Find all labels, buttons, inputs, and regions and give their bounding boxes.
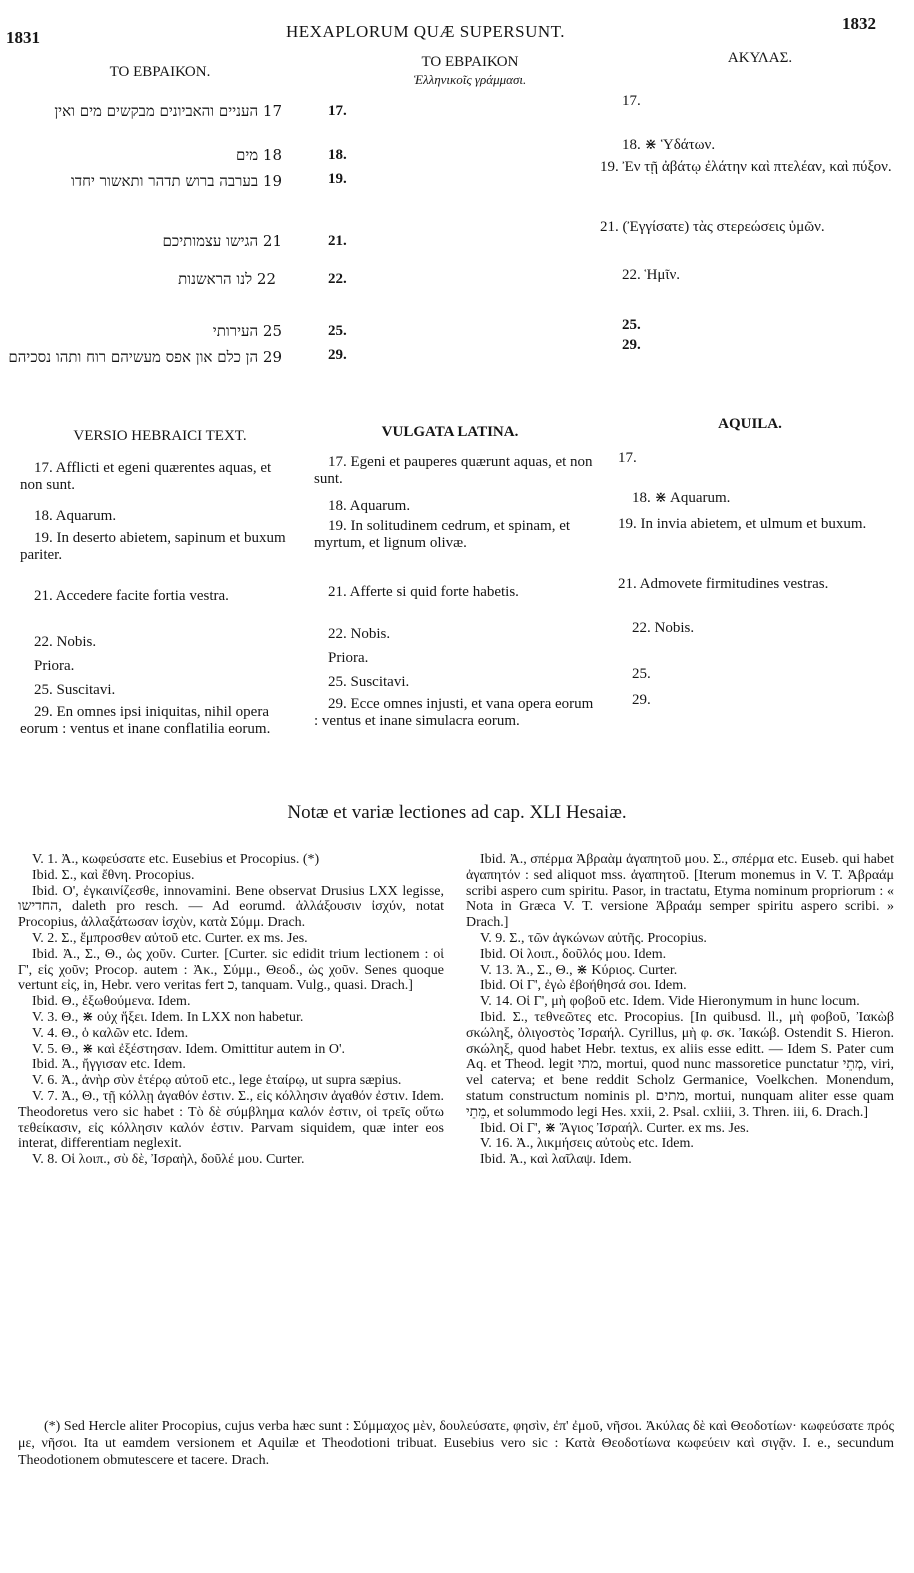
vulgata-verse-19: 19. In solitudinem cedrum, et spinam, et myrtum, et lignum olivæ. bbox=[314, 518, 571, 551]
aquila-latin-21: 21. Admovete firmitudines vestras. bbox=[618, 576, 829, 592]
transliteration-column-header: ΤΟ ΕΒΡΑΙΚΟΝ bbox=[421, 54, 519, 70]
aquila-latin-19: 19. In invia abietem, et ulmum et buxum. bbox=[618, 516, 867, 532]
note-right-9: V. 16. Ἀ., λικμήσεις αὐτοὺς etc. Idem. bbox=[480, 1136, 694, 1152]
note-right-7: Ibid. Σ., τεθνεῶτες etc. Procopius. [In quibusd. ll., μὴ φοβοῦ, Ἰακὼβ σκώληξ, ὀλιγοστὸς Ἰσραήλ. Cyrillus, μὴ φ. σκ. Ἰακώβ. Ostendit S. Hieron. σκώληξ, quod habet Hebr. textus, ex aliis esse editt. — Idem S. Pater cum Aq. et Theod. legit מתי, mortui, quod nunc massoretice punctatur מְתֵי, viri, vel caterva; et bene reddit Scholz Germanice, Voelkchen. Monendum, statum constructum nominis pl. מתים, mortui, nunquam aliter esse quam מֵתֵי, et solummodo legi Hes. xxii, 2. Psal. cxliii, 3. Thren. iii, 6. Drach.] bbox=[466, 1009, 895, 1120]
hebrew-verse-21: 21 הגישו עצמותיכם bbox=[162, 232, 282, 250]
note-left-7: V. 3. Θ., ⋇ οὐχ ἥξει. Idem. In LXX non habetur. bbox=[32, 1009, 304, 1025]
versio-priora: Priora. bbox=[34, 658, 75, 674]
aquila-greek-29: 29. bbox=[622, 337, 641, 353]
versio-verse-29: 29. En omnes ipsi iniquitas, nihil opera eorum : ventus et inane conflatilia eorum. bbox=[20, 704, 271, 737]
aquila-latin-18: 18. ⋇ Aquarum. bbox=[632, 490, 731, 506]
hebrew-verse-17: 17 העניים והאביונים מבקשים מים ואין bbox=[54, 102, 282, 120]
vulgata-verse-21: 21. Afferte si quid forte habetis. bbox=[328, 584, 519, 600]
note-left-5: Ibid. Ἀ., Σ., Θ., ὡς χοῦν. Curter. [Curter. sic edidit trium lectionem : οἱ Γ', εἰς χοῦν; Procop. autem : Ἀκ., Σύμμ., Θεοδ., ὡς χοῦν. Senes quoque vertunt εἰς, in, Hebr. vero veritas fert כ, tanquam. Vulg., quasi. Drach.] bbox=[18, 946, 444, 994]
note-left-11: V. 6. Ἀ., ἀνὴρ σὺν ἑτέρῳ αὐτοῦ etc., lege ἑταίρῳ, ut supra sæpius. bbox=[32, 1073, 402, 1089]
hebrew-verse-22: 22 לנו הראשנות bbox=[178, 270, 276, 288]
transliteration-subheader: Ἑλληνικοῖς γράμμασι. bbox=[413, 72, 527, 87]
aquila-greek-column-header: ΑΚΥΛΑΣ. bbox=[727, 50, 793, 66]
aquila-greek-22: 22. Ἡμῖν. bbox=[622, 267, 681, 283]
note-right-2: V. 9. Σ., τῶν ἀγκώνων αὐτῆς. Procopius. bbox=[480, 930, 707, 946]
translit-verse-17: 17. bbox=[328, 103, 347, 119]
vulgata-verse-25: 25. Suscitavi. bbox=[328, 674, 410, 690]
note-left-2: Ibid. Σ., καὶ ἔθνη. Procopius. bbox=[32, 867, 195, 883]
vulgata-latina-header: VULGATA LATINA. bbox=[381, 424, 519, 440]
aquila-greek-18: 18. ⋇ Ὑδάτων. bbox=[622, 137, 716, 153]
versio-hebraici-header: VERSIO HEBRAICI TEXT. bbox=[73, 428, 247, 444]
note-left-10: Ibid. Ἀ., ἤγγισαν etc. Idem. bbox=[32, 1057, 186, 1073]
aquila-latin-22: 22. Nobis. bbox=[632, 620, 695, 636]
note-right-3: Ibid. Οἱ λοιπ., δοῦλός μου. Idem. bbox=[480, 946, 667, 962]
note-right-1: Ibid. Ἀ., σπέρμα Ἀβραὰμ ἀγαπητοῦ μου. Σ., σπέρμα etc. Euseb. qui habet ἀγαπητόν : sed aliquot mss. ἀγαπητοῦ. [Iterum monemus in V. T. Ἀβραάμ scribi aspero cum spiritu. Pasor, in tractatu, Etyma nominum propriorum : « Nota in Græca V. T. versione Ἀβραάμ semper spiritu aspero scribi. » Drach.] bbox=[466, 852, 894, 931]
notes-right-column bbox=[466, 852, 894, 1168]
note-right-8: Ibid. Οἱ Γ', ⋇ Ἅγιος Ἰσραήλ. Curter. ex ms. Jes. bbox=[480, 1120, 750, 1136]
aquila-greek-21: 21. (Ἐγγίσατε) τὰς στερεώσεις ὑμῶν. bbox=[600, 219, 825, 235]
hebrew-verse-25: 25 העירותי bbox=[212, 322, 282, 340]
translit-verse-21: 21. bbox=[328, 233, 347, 249]
note-left-4: V. 2. Σ., ἔμπροσθεν αὐτοῦ etc. Curter. ex ms. Jes. bbox=[32, 930, 308, 946]
aquila-greek-19: 19. Ἐν τῇ ἀβάτῳ ἐλάτην καὶ πτελέαν, καὶ πύξον. bbox=[600, 159, 892, 175]
page-number-right: 1832 bbox=[842, 14, 876, 33]
running-head: HEXAPLORUM QUÆ SUPERSUNT. bbox=[286, 22, 566, 41]
aquila-latin-29: 29. bbox=[632, 692, 651, 708]
note-left-8: V. 4. Θ., ὁ καλῶν etc. Idem. bbox=[32, 1025, 189, 1041]
translit-verse-18: 18. bbox=[328, 147, 347, 163]
versio-verse-17: 17. Afflicti et egeni quærentes aquas, et non sunt. bbox=[20, 460, 272, 493]
note-left-3: Ibid. Ο', ἐγκαινίζεσθε, innovamini. Bene observat Drusius LXX legisse, החדישו, daleth pro resch. — Ad eorumd. ἀλλάξουσιν ἰσχύν, notat Procopius, ἀλλαξάτωσαν ἰσχὺν, κατὰ Σύμμ. Drach. bbox=[18, 883, 444, 931]
aquila-greek-17: 17. bbox=[622, 93, 641, 109]
versio-verse-21: 21. Accedere facite fortia vestra. bbox=[34, 588, 229, 604]
versio-verse-19: 19. In deserto abietem, sapinum et buxum pariter. bbox=[20, 530, 286, 563]
aquila-latin-17: 17. bbox=[618, 450, 637, 466]
note-right-5: Ibid. Οἱ Γ', ἐγὼ ἐβοήθησά σοι. Idem. bbox=[480, 978, 687, 994]
aquila-greek-25: 25. bbox=[622, 317, 641, 333]
vulgata-verse-18: 18. Aquarum. bbox=[328, 498, 411, 514]
aquila-latin-header: AQUILA. bbox=[718, 416, 782, 432]
hebrew-verse-19: 19 בערבה ברוש תדהר ותאשור יחדו bbox=[71, 172, 282, 190]
translit-verse-25: 25. bbox=[328, 323, 347, 339]
aquila-latin-25: 25. bbox=[632, 666, 651, 682]
note-left-13: V. 8. Οἱ λοιπ., σὺ δὲ, Ἰσραὴλ, δοῦλέ μου. Curter. bbox=[32, 1152, 305, 1168]
hebrew-verse-29: 29 הן כלם און אפס מעשיהם רוח ותהו נסכיהם bbox=[8, 348, 282, 366]
versio-verse-18: 18. Aquarum. bbox=[34, 508, 117, 524]
note-right-4: V. 13. Ἀ., Σ., Θ., ⋇ Κύριος. Curter. bbox=[480, 962, 678, 978]
note-left-6: Ibid. Θ., ἐξωθούμενα. Idem. bbox=[32, 994, 191, 1010]
versio-verse-22: 22. Nobis. bbox=[34, 634, 97, 650]
hebrew-column-header: ΤΟ ΕΒΡΑΙΚΟΝ. bbox=[109, 64, 211, 80]
vulgata-priora: Priora. bbox=[328, 650, 369, 666]
translit-verse-29: 29. bbox=[328, 347, 347, 363]
vulgata-verse-17: 17. Egeni et pauperes quærunt aquas, et non sunt. bbox=[314, 454, 593, 487]
vulgata-verse-29: 29. Ecce omnes injusti, et vana opera eorum : ventus et inane simulacra eorum. bbox=[314, 696, 594, 729]
notes-left-column bbox=[18, 852, 444, 1168]
note-left-12: V. 7. Ἀ., Θ., τῇ κόλλῃ ἀγαθόν ἐστιν. Σ., εἰς κόλλησιν ἀγαθόν ἐστιν. Idem. Theodoretus vero sic habet : Τὸ δὲ σύμβλημα καλόν ἐστιν, οἱ τρεῖς οὕτω τεθείκασιν, εἰς κόλλησιν καλόν ἐστιν. Parvam siquidem, quæ inter eos interat, differentiam neglexit. bbox=[18, 1088, 444, 1152]
translit-verse-22: 22. bbox=[328, 271, 347, 287]
vulgata-verse-22: 22. Nobis. bbox=[328, 626, 391, 642]
translit-verse-19: 19. bbox=[328, 171, 347, 187]
notes-title: Notæ et variæ lectiones ad cap. XLI Hesaiæ. bbox=[287, 802, 627, 823]
note-right-6: V. 14. Οἱ Γ', μὴ φοβοῦ etc. Idem. Vide Hieronymum in hunc locum. bbox=[480, 994, 860, 1010]
note-left-1: V. 1. Ἀ., κωφεύσατε etc. Eusebius et Procopius. (*) bbox=[32, 852, 320, 867]
footnote: (*) Sed Hercle aliter Procopius, cujus verba hæc sunt : Σύμμαχος μὲν, δουλεύσατε, φησὶν, ἐπ' ἐμοῦ, νῆσοι. Ἀκύλας δὲ καὶ Θεοδοτίων· κωφεύσατε πρός με, νῆσοι. Ita ut eamdem versionem et Aquilæ et Theodotioni tribuat. Eusebius vero sic : Κατὰ Θεοδοτίωνα κωφεύειν καὶ σιγᾷν. I. e., secundum Theodotionem obmutescere et tacere. Drach. bbox=[18, 1419, 894, 1468]
hebrew-verse-18: 18 מים bbox=[235, 146, 282, 164]
page-number-left: 1831 bbox=[6, 28, 40, 47]
versio-verse-25: 25. Suscitavi. bbox=[34, 682, 116, 698]
note-right-10: Ibid. Ἀ., καὶ λαῖλαψ. Idem. bbox=[480, 1152, 632, 1168]
note-left-9: V. 5. Θ., ⋇ καὶ ἐξέστησαν. Idem. Omittitur autem in O'. bbox=[32, 1041, 345, 1057]
